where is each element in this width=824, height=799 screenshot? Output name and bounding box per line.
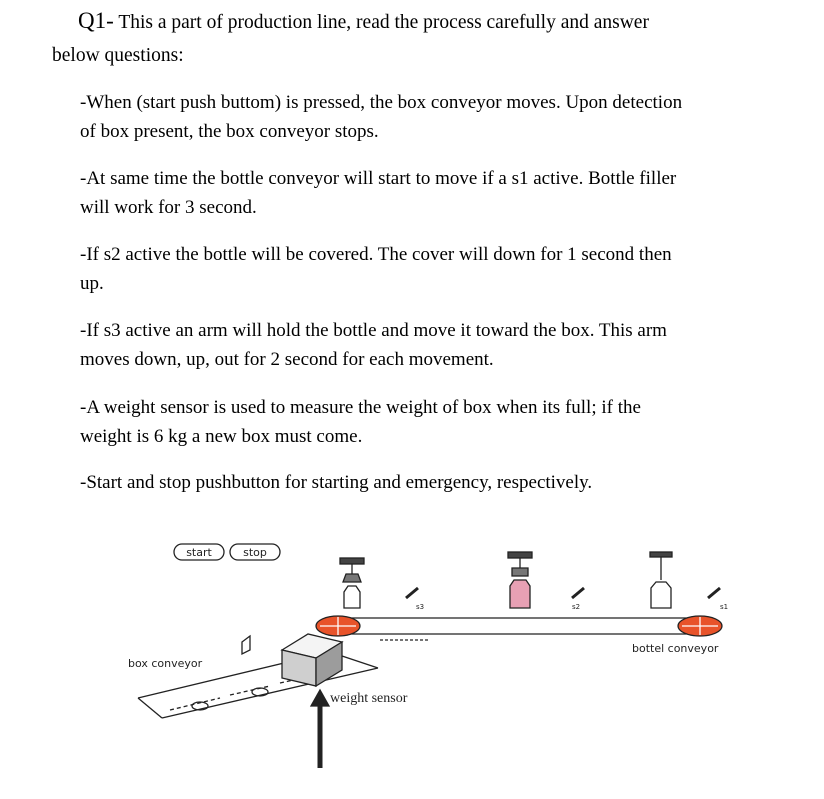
cover-station — [508, 552, 584, 611]
paragraph-4 — [80, 316, 810, 374]
paragraph-3-line1: -If s2 active the bottle will be covered. The cover will down for 1 second then — [80, 244, 672, 265]
filler-station — [650, 552, 728, 611]
arm-station — [340, 558, 424, 611]
bottle-conveyor-label: bottel conveyor — [632, 642, 719, 655]
box-conveyor-label: box conveyor — [128, 657, 203, 670]
paragraph-1 — [80, 88, 810, 146]
weight-sensor-label: weight sensor — [330, 691, 408, 706]
start-button-label: start — [186, 546, 212, 559]
question-heading — [78, 6, 649, 37]
stop-button-label: stop — [243, 546, 267, 559]
bottle-3 — [651, 582, 671, 608]
paragraph-4-line2: moves down, up, out for 2 second for each movement. — [80, 349, 494, 370]
paragraph-4-line1: -If s3 active an arm will hold the bottle and move it toward the box. This arm — [80, 320, 667, 341]
paragraph-6 — [80, 468, 810, 497]
start-button[interactable] — [174, 544, 224, 560]
stop-button[interactable] — [230, 544, 280, 560]
question-title-line2: below questions: — [52, 45, 184, 66]
bottle-2 — [510, 580, 530, 608]
paragraph-6-line1: -Start and stop pushbutton for starting and emergency, respectively. — [80, 472, 593, 493]
sensor-s3-label: s3 — [416, 603, 425, 611]
question-title-line1: This a part of production line, read the process carefully and answer — [118, 12, 649, 33]
paragraph-5 — [80, 393, 810, 451]
paragraph-3-line2: up. — [80, 273, 104, 294]
paragraph-1-line1: -When (start push buttom) is pressed, the box conveyor moves. Upon detection — [80, 92, 683, 113]
paragraph-2 — [80, 164, 810, 222]
sensor-s2-label: s2 — [572, 603, 581, 611]
paragraph-3 — [80, 240, 810, 298]
paragraph-2-line2: will work for 3 second. — [80, 197, 257, 218]
weight-sensor-arrow — [311, 690, 329, 768]
bottle-1 — [344, 586, 360, 608]
bottle-conveyor — [316, 616, 722, 640]
paragraph-5-line1: -A weight sensor is used to measure the weight of box when its full; if the — [80, 397, 641, 418]
box-presence-sensor — [242, 636, 250, 654]
question-number: Q1- — [78, 8, 114, 33]
paragraph-1-line2: of box present, the box conveyor stops. — [80, 121, 379, 142]
sensor-s1-label: s1 — [720, 603, 729, 611]
paragraph-2-line1: -At same time the bottle conveyor will start to move if a s1 active. Bottle filler — [80, 168, 677, 189]
paragraph-5-line2: weight is 6 kg a new box must come. — [80, 426, 363, 447]
production-line-diagram — [110, 530, 760, 790]
